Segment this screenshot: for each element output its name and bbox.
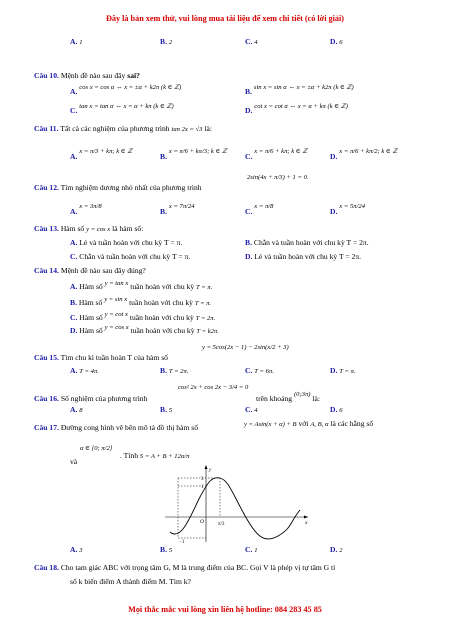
footer-hotline: Mọi thắc mắc vui lòng xin liên hệ hotline: 084 283 45 85 [128,605,322,614]
q10-option-a: A. cos x = cos α ⇔ x = ±α + k2π (k ∈ ℤ) [70,84,182,96]
q13-option-d: D. Lẻ và tuần hoàn với chu kỳ T = 2π. [245,252,362,261]
q15-option-c: C. T = 6π. [245,366,274,375]
q10-option-d: D. cot x = cot α ⇔ x = α + kπ (k ∈ ℤ) [245,103,348,115]
q9-option-c: C. 4 [245,37,258,46]
q17-option-c: C. 1 [245,545,258,554]
q16-option-b: B. 5 [160,405,173,414]
q9-option-a: A. 1 [70,37,83,46]
x-axis-arrow [304,516,308,519]
y-max-label: 3 [201,477,204,482]
q15-option-a: A. T = 4π. [70,366,99,375]
q12-stem: Câu 12. Tìm nghiệm dương nhỏ nhất của phương trình [34,183,202,192]
q13-option-a: A. Lẻ và tuần hoàn với chu kỳ T = π. [70,238,183,247]
q10-stem: Câu 10. Mệnh đề nào sau đây sai? [34,71,140,80]
y-mid-label: 1 [201,485,204,490]
q17-calc: . Tính S = A + B + 12α/π [120,451,190,460]
q17-alpha-range: α ∈ [0; π/2] [80,445,113,452]
q17-and-label: và [70,457,78,466]
x-tick-label: π/3 [218,522,225,527]
q10-option-b: B. sin x = sin α ⇔ x = ±α + k2π (k ∈ ℤ) [245,84,354,96]
q14-option-b: B. Hàm số y = sin x tuần hoàn với chu kỳ T = π. [70,296,212,307]
q17-option-b: B. 5 [160,545,173,554]
q14-option-a: A. Hàm số y = tan x tuần hoàn với chu kỳ T = π. [70,280,213,291]
q11-option-d: D. x = π/6 + kπ/2; k ∈ ℤ [330,148,398,161]
q16-option-d: D. 6 [330,405,343,414]
q15-equation: y = 5cos(2x − 1) − 2sin(x/2 + 3) [202,344,289,351]
q13-stem: Câu 13. Hàm số y = cos x là hàm số: [34,224,144,233]
y-min-label: −1 [179,540,185,544]
q14-option-d: D. Hàm số y = cos x tuần hoàn với chu kỳ T = k2π. [70,324,219,335]
q12-option-d: D. x = 5π/24 [330,203,365,216]
q17-sine-graph [160,462,310,544]
q15-stem: Câu 15. Tìm chu kì tuần hoàn T của hàm số [34,353,168,362]
q18-stem: Câu 18. Cho tam giác ABC với trọng tâm G, M là trung điểm của BC. Gọi V là phép vị tự tâm G tỉ [34,563,336,572]
q14-stem: Câu 14. Mệnh đề nào sau đây đúng? [34,266,146,275]
sine-curve [170,478,300,539]
q9-option-d: D. 6 [330,37,343,46]
y-axis-label: y [209,467,212,473]
y-axis-arrow [205,465,208,469]
q17-option-a: A. 3 [70,545,83,554]
q15-option-d: D. T = π. [330,366,356,375]
q12-option-a: A. x = 3π/8 [70,203,102,216]
q13-option-c: C. Chẵn và tuần hoàn với chu kỳ T = π. [70,252,191,261]
q12-equation: 2sin(4x + π/3) + 1 = 0. [247,174,309,181]
origin-label: O [200,519,204,525]
q16-option-a: A. 8 [70,405,83,414]
x-axis-label: x [305,520,308,526]
q16-stem: Câu 16. Số nghiệm của phương trình [34,394,148,403]
q11-option-a: A. x = π/3 + kπ; k ∈ ℤ [70,148,133,161]
q17-equation: y = Asin(x + α) + B với A, B, α là các hằng số [244,419,374,428]
q11-option-b: B. x = π/6 + kπ/3; k ∈ ℤ [160,148,227,161]
q16-interval: trên khoảng (0;3π) là: [256,391,320,403]
q15-option-b: B. T = 2π. [160,366,189,375]
q16-option-c: C. 4 [245,405,258,414]
preview-banner: Đây là bản xem thử, vui lòng mua tài liệu để xem chi tiết (có lời giải) [105,14,344,23]
q18-stem-line2: số k biến điểm A thành điểm M. Tìm k? [70,577,191,586]
q11-stem: Câu 11. Tất cả các nghiệm của phương trình tan 2x = √3 là: [34,124,212,133]
q12-option-c: C. x = π/8 [245,203,274,216]
q12-option-b: B. x = 7π/24 [160,203,195,216]
q14-option-c: C. Hàm số y = cot x tuần hoàn với chu kỳ T = 2π. [70,311,216,322]
q17-stem: Câu 17. Đường cong hình vẽ bên mô tả đồ thị hàm số [34,423,199,432]
q13-option-b: B. Chẵn và tuần hoàn với chu kỳ T = 2π. [245,238,369,247]
q10-option-c: C. tan x = tan α ⇔ x = α + kπ (k ∈ ℤ) [70,103,174,115]
q11-option-c: C. x = π/6 + kπ; k ∈ ℤ [245,148,308,161]
q17-option-d: D. 2 [330,545,343,554]
q9-option-b: B. 2 [160,37,173,46]
q16-equation: cos² 2x + cos 2x − 3/4 = 0 [178,384,249,391]
